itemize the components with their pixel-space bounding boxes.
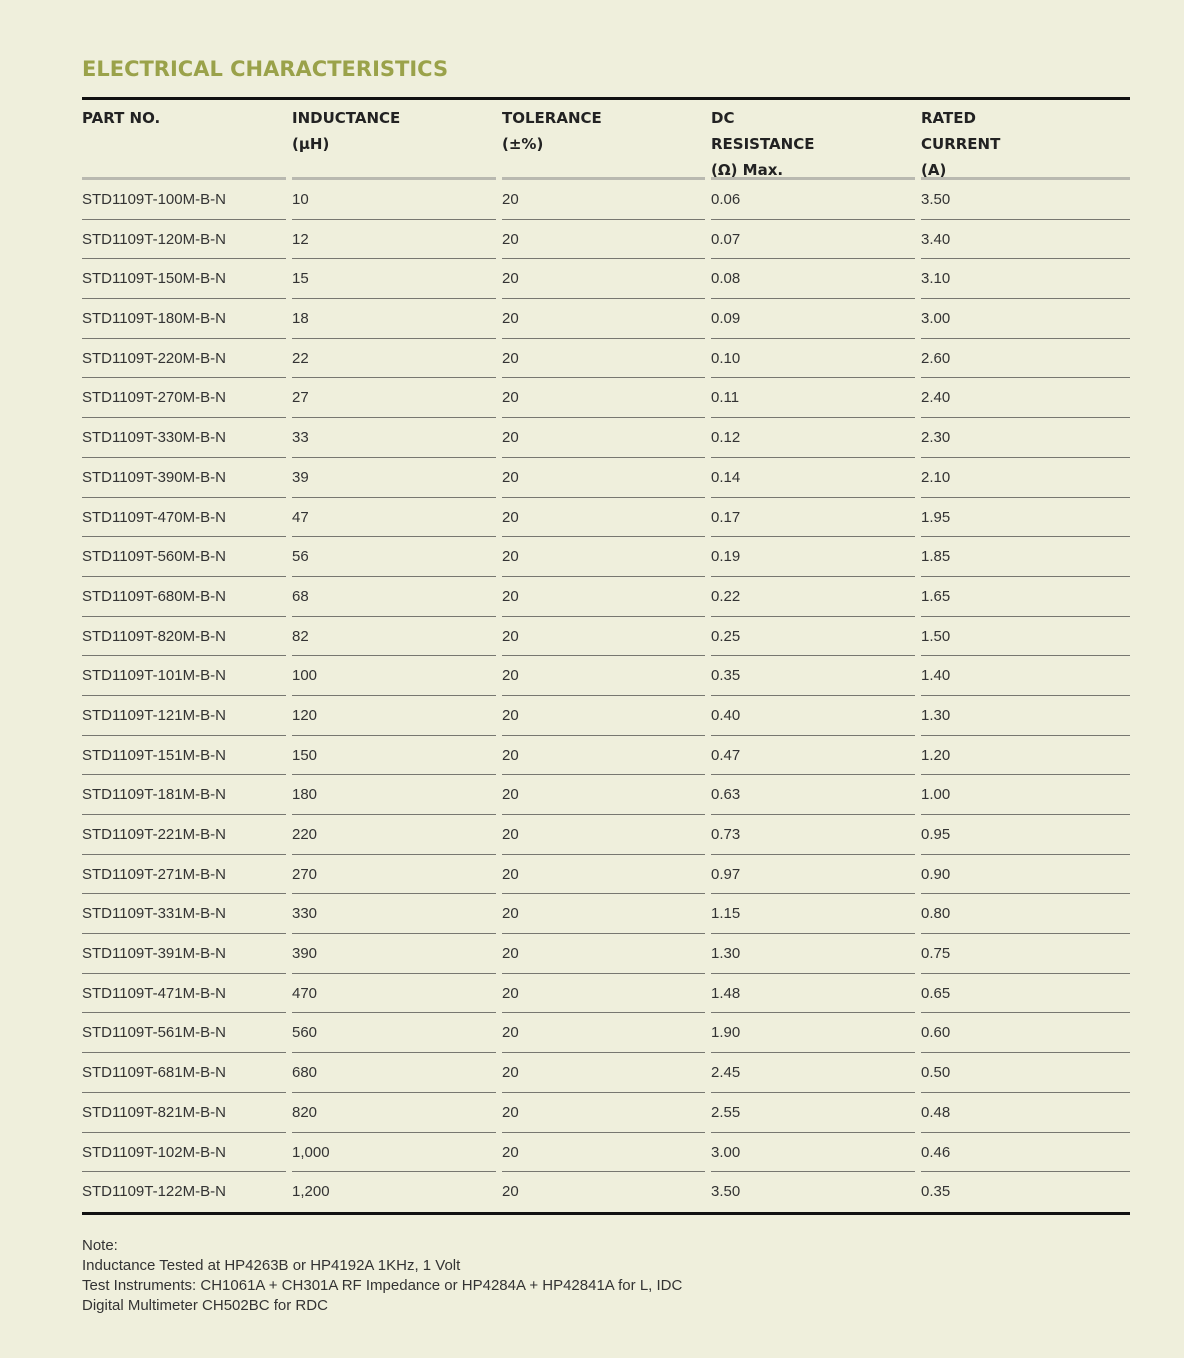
table-row xyxy=(82,339,1130,379)
cell-dc-resistance: 0.22 xyxy=(711,577,915,617)
table-row xyxy=(82,1133,1130,1173)
section-title: ELECTRICAL CHARACTERISTICS xyxy=(82,57,449,81)
cell-rated-current: 0.95 xyxy=(921,815,1130,855)
cell-part-no: STD1109T-101M-B-N xyxy=(82,656,286,696)
cell-dc-resistance: 0.06 xyxy=(711,180,915,220)
table-row xyxy=(82,894,1130,934)
table-row xyxy=(82,180,1130,220)
table-row xyxy=(82,458,1130,498)
header-line: (µH) xyxy=(292,135,330,153)
cell-part-no: STD1109T-120M-B-N xyxy=(82,220,286,260)
cell-inductance: 68 xyxy=(292,577,496,617)
header-tolerance xyxy=(502,100,705,180)
cell-tolerance: 20 xyxy=(502,220,705,260)
cell-rated-current: 3.50 xyxy=(921,180,1130,220)
cell-inductance: 180 xyxy=(292,775,496,815)
cell-inductance: 390 xyxy=(292,934,496,974)
cell-part-no: STD1109T-471M-B-N xyxy=(82,974,286,1014)
cell-inductance: 82 xyxy=(292,617,496,657)
cell-rated-current: 1.40 xyxy=(921,656,1130,696)
header-line: RATED xyxy=(921,109,976,127)
cell-dc-resistance: 1.30 xyxy=(711,934,915,974)
table-row xyxy=(82,537,1130,577)
header-inductance xyxy=(292,100,496,180)
cell-inductance: 15 xyxy=(292,259,496,299)
cell-tolerance: 20 xyxy=(502,934,705,974)
cell-inductance: 120 xyxy=(292,696,496,736)
cell-tolerance: 20 xyxy=(502,617,705,657)
cell-tolerance: 20 xyxy=(502,656,705,696)
cell-dc-resistance: 0.47 xyxy=(711,736,915,776)
table-row xyxy=(82,299,1130,339)
cell-inductance: 18 xyxy=(292,299,496,339)
notes-block xyxy=(82,1236,1130,1316)
cell-dc-resistance: 0.09 xyxy=(711,299,915,339)
cell-rated-current: 2.40 xyxy=(921,378,1130,418)
cell-part-no: STD1109T-270M-B-N xyxy=(82,378,286,418)
cell-part-no: STD1109T-180M-B-N xyxy=(82,299,286,339)
table-row xyxy=(82,220,1130,260)
cell-tolerance: 20 xyxy=(502,1183,519,1201)
cell-rated-current: 0.50 xyxy=(921,1053,1130,1093)
cell-dc-resistance: 0.10 xyxy=(711,339,915,379)
cell-dc-resistance: 2.55 xyxy=(711,1093,915,1133)
table-row xyxy=(82,696,1130,736)
cell-dc-resistance: 1.48 xyxy=(711,974,915,1014)
cell-rated-current: 1.85 xyxy=(921,537,1130,577)
header-line: DC xyxy=(711,109,735,127)
table-row xyxy=(82,775,1130,815)
cell-tolerance: 20 xyxy=(502,577,705,617)
cell-part-no: STD1109T-331M-B-N xyxy=(82,894,286,934)
cell-part-no: STD1109T-150M-B-N xyxy=(82,259,286,299)
header-rated-current xyxy=(921,100,1130,180)
cell-tolerance: 20 xyxy=(502,1133,705,1173)
table-row xyxy=(82,1172,1130,1212)
cell-inductance: 27 xyxy=(292,378,496,418)
datasheet-page xyxy=(82,55,1130,1316)
cell-rated-current: 0.65 xyxy=(921,974,1130,1014)
cell-tolerance: 20 xyxy=(502,1093,705,1133)
cell-rated-current: 3.40 xyxy=(921,220,1130,260)
table-row xyxy=(82,577,1130,617)
cell-part-no: STD1109T-391M-B-N xyxy=(82,934,286,974)
cell-inductance: 12 xyxy=(292,220,496,260)
cell-part-no: STD1109T-181M-B-N xyxy=(82,775,286,815)
cell-tolerance: 20 xyxy=(502,259,705,299)
header-line: INDUCTANCE xyxy=(292,109,401,127)
cell-inductance: 820 xyxy=(292,1093,496,1133)
cell-part-no: STD1109T-122M-B-N xyxy=(82,1183,226,1201)
table-row xyxy=(82,259,1130,299)
cell-inductance: 47 xyxy=(292,498,496,538)
cell-tolerance: 20 xyxy=(502,894,705,934)
header-line: (Ω) Max. xyxy=(711,161,784,179)
cell-rated-current: 0.35 xyxy=(921,1183,951,1201)
cell-inductance: 220 xyxy=(292,815,496,855)
cell-part-no: STD1109T-561M-B-N xyxy=(82,1013,286,1053)
cell-rated-current: 2.10 xyxy=(921,458,1130,498)
header-line: RESISTANCE xyxy=(711,135,815,153)
table-row xyxy=(82,855,1130,895)
header-dc-resistance xyxy=(711,100,915,180)
cell-part-no: STD1109T-330M-B-N xyxy=(82,418,286,458)
cell-rated-current: 1.50 xyxy=(921,617,1130,657)
cell-part-no: STD1109T-271M-B-N xyxy=(82,855,286,895)
cell-dc-resistance: 0.14 xyxy=(711,458,915,498)
cell-inductance: 680 xyxy=(292,1053,496,1093)
cell-tolerance: 20 xyxy=(502,378,705,418)
cell-part-no: STD1109T-821M-B-N xyxy=(82,1093,286,1133)
cell-rated-current: 2.30 xyxy=(921,418,1130,458)
cell-dc-resistance: 0.63 xyxy=(711,775,915,815)
cell-inductance: 10 xyxy=(292,180,496,220)
header-part-no xyxy=(82,100,286,180)
cell-inductance: 100 xyxy=(292,656,496,696)
electrical-characteristics-table xyxy=(82,97,1130,1215)
table-row xyxy=(82,736,1130,776)
note-line: Test Instruments: CH1061A + CH301A RF Impedance or HP4284A + HP42841A for L, IDC xyxy=(82,1276,683,1294)
cell-tolerance: 20 xyxy=(502,855,705,895)
cell-rated-current: 3.00 xyxy=(921,299,1130,339)
cell-inductance: 470 xyxy=(292,974,496,1014)
cell-inductance: 330 xyxy=(292,894,496,934)
table-row xyxy=(82,1093,1130,1133)
cell-rated-current: 1.65 xyxy=(921,577,1130,617)
cell-tolerance: 20 xyxy=(502,418,705,458)
cell-inductance: 22 xyxy=(292,339,496,379)
cell-inductance: 39 xyxy=(292,458,496,498)
cell-rated-current: 1.00 xyxy=(921,775,1130,815)
note-line: Digital Multimeter CH502BC for RDC xyxy=(82,1296,328,1314)
cell-dc-resistance: 3.50 xyxy=(711,1183,741,1201)
cell-dc-resistance: 0.25 xyxy=(711,617,915,657)
cell-dc-resistance: 1.15 xyxy=(711,894,915,934)
cell-part-no: STD1109T-681M-B-N xyxy=(82,1053,286,1093)
table-body xyxy=(82,180,1130,1212)
cell-part-no: STD1109T-820M-B-N xyxy=(82,617,286,657)
cell-dc-resistance: 0.08 xyxy=(711,259,915,299)
cell-dc-resistance: 0.19 xyxy=(711,537,915,577)
cell-rated-current: 2.60 xyxy=(921,339,1130,379)
cell-tolerance: 20 xyxy=(502,974,705,1014)
cell-rated-current: 1.20 xyxy=(921,736,1130,776)
cell-tolerance: 20 xyxy=(502,736,705,776)
cell-rated-current: 1.30 xyxy=(921,696,1130,736)
cell-dc-resistance: 0.40 xyxy=(711,696,915,736)
cell-dc-resistance: 2.45 xyxy=(711,1053,915,1093)
cell-dc-resistance: 0.11 xyxy=(711,378,915,418)
header-line: PART NO. xyxy=(82,109,161,127)
cell-rated-current: 1.95 xyxy=(921,498,1130,538)
cell-dc-resistance: 3.00 xyxy=(711,1133,915,1173)
cell-rated-current: 0.48 xyxy=(921,1093,1130,1133)
cell-tolerance: 20 xyxy=(502,537,705,577)
cell-tolerance: 20 xyxy=(502,775,705,815)
cell-tolerance: 20 xyxy=(502,299,705,339)
cell-tolerance: 20 xyxy=(502,458,705,498)
cell-part-no: STD1109T-560M-B-N xyxy=(82,537,286,577)
header-line: CURRENT xyxy=(921,135,1001,153)
cell-dc-resistance: 0.17 xyxy=(711,498,915,538)
table-row xyxy=(82,617,1130,657)
cell-part-no: STD1109T-470M-B-N xyxy=(82,498,286,538)
cell-part-no: STD1109T-390M-B-N xyxy=(82,458,286,498)
cell-tolerance: 20 xyxy=(502,498,705,538)
table-header-row xyxy=(82,100,1130,180)
header-line: TOLERANCE xyxy=(502,109,602,127)
note-heading: Note: xyxy=(82,1236,118,1254)
cell-part-no: STD1109T-121M-B-N xyxy=(82,696,286,736)
cell-part-no: STD1109T-102M-B-N xyxy=(82,1133,286,1173)
cell-tolerance: 20 xyxy=(502,696,705,736)
cell-dc-resistance: 0.73 xyxy=(711,815,915,855)
cell-rated-current: 0.75 xyxy=(921,934,1130,974)
table-row xyxy=(82,498,1130,538)
cell-inductance: 560 xyxy=(292,1013,496,1053)
cell-tolerance: 20 xyxy=(502,339,705,379)
cell-dc-resistance: 0.97 xyxy=(711,855,915,895)
cell-rated-current: 0.46 xyxy=(921,1133,1130,1173)
cell-inductance: 56 xyxy=(292,537,496,577)
cell-dc-resistance: 1.90 xyxy=(711,1013,915,1053)
cell-part-no: STD1109T-151M-B-N xyxy=(82,736,286,776)
cell-dc-resistance: 0.07 xyxy=(711,220,915,260)
cell-part-no: STD1109T-680M-B-N xyxy=(82,577,286,617)
header-line: (A) xyxy=(921,161,947,179)
note-line: Inductance Tested at HP4263B or HP4192A 1KHz, 1 Volt xyxy=(82,1256,461,1274)
cell-rated-current: 0.90 xyxy=(921,855,1130,895)
table-row xyxy=(82,378,1130,418)
cell-tolerance: 20 xyxy=(502,1053,705,1093)
cell-rated-current: 0.60 xyxy=(921,1013,1130,1053)
table-row xyxy=(82,418,1130,458)
cell-inductance: 1,200 xyxy=(292,1183,330,1201)
cell-inductance: 270 xyxy=(292,855,496,895)
cell-inductance: 1,000 xyxy=(292,1133,496,1173)
cell-inductance: 150 xyxy=(292,736,496,776)
cell-dc-resistance: 0.35 xyxy=(711,656,915,696)
table-row xyxy=(82,934,1130,974)
cell-part-no: STD1109T-221M-B-N xyxy=(82,815,286,855)
cell-rated-current: 0.80 xyxy=(921,894,1130,934)
table-row xyxy=(82,815,1130,855)
cell-dc-resistance: 0.12 xyxy=(711,418,915,458)
cell-tolerance: 20 xyxy=(502,1013,705,1053)
table-row xyxy=(82,1013,1130,1053)
cell-tolerance: 20 xyxy=(502,815,705,855)
cell-part-no: STD1109T-100M-B-N xyxy=(82,180,286,220)
header-line: (±%) xyxy=(502,135,544,153)
table-row xyxy=(82,974,1130,1014)
cell-rated-current: 3.10 xyxy=(921,259,1130,299)
cell-part-no: STD1109T-220M-B-N xyxy=(82,339,286,379)
cell-tolerance: 20 xyxy=(502,180,705,220)
table-row xyxy=(82,1053,1130,1093)
table-row xyxy=(82,656,1130,696)
cell-inductance: 33 xyxy=(292,418,496,458)
